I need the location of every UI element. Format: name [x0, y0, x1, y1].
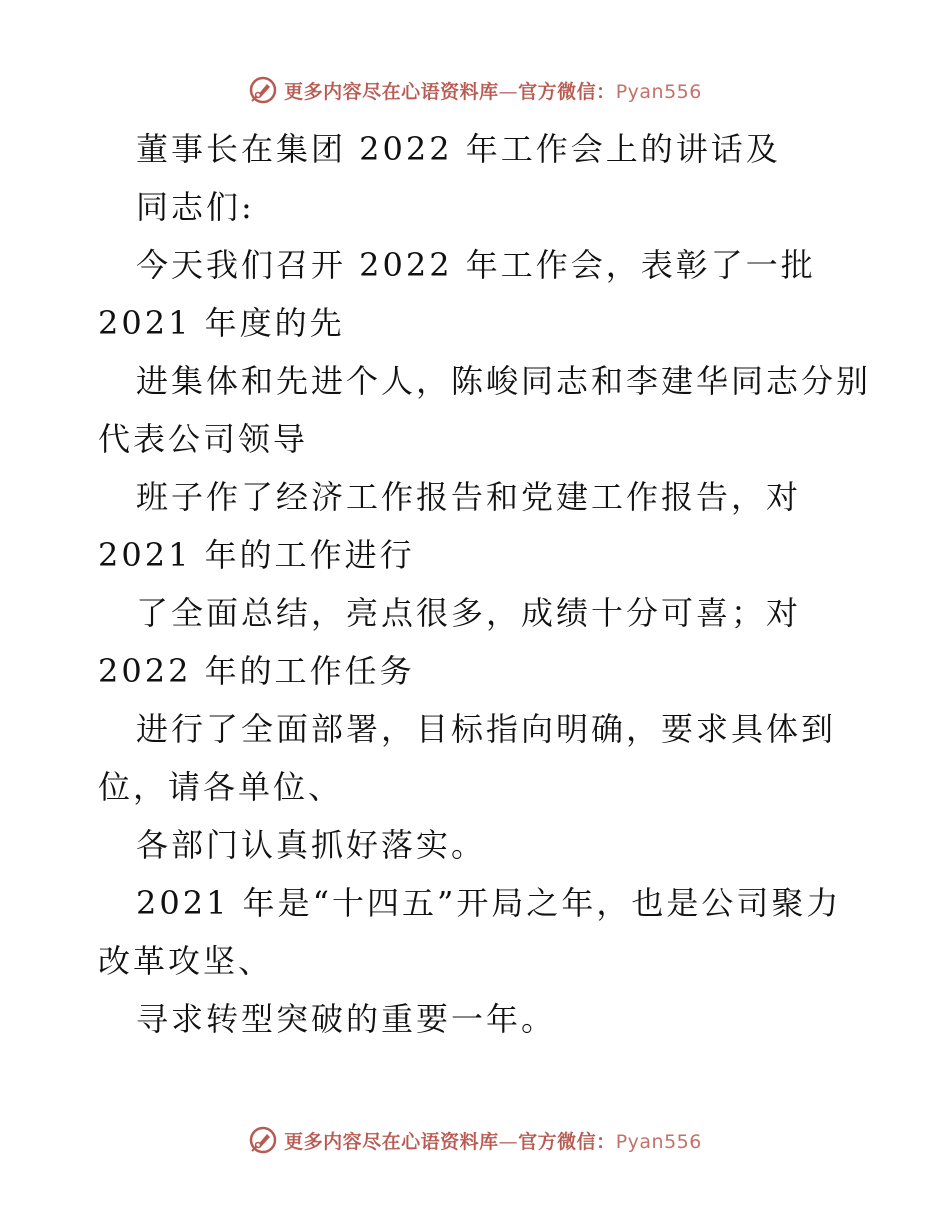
doc-line: 进集体和先进个人，陈峻同志和李建华同志分别 [136, 362, 872, 400]
banner-main-text: 更多内容尽在心语资料库 [284, 80, 499, 103]
pen-nib-icon [248, 1125, 278, 1155]
doc-salutation: 同志们: [136, 188, 255, 226]
doc-line: 2021 年是“十四五”开局之年，也是公司聚力 [136, 884, 842, 922]
doc-line: 今天我们召开 2022 年工作会，表彰了一批 [136, 246, 816, 284]
header-watermark-banner [0, 72, 950, 108]
doc-line: 位，请各单位、 [98, 768, 344, 806]
banner-wechat-account: Pyan556 [615, 80, 702, 103]
doc-line: 寻求转型突破的重要一年。 [136, 1000, 557, 1038]
doc-line: 班子作了经济工作报告和党建工作报告，对 [136, 478, 802, 516]
pen-nib-icon [248, 75, 278, 105]
banner-wechat-label: 官方微信： [518, 80, 616, 103]
doc-line: 代表公司领导 [98, 420, 309, 458]
doc-line: 2021 年的工作进行 [98, 536, 415, 574]
doc-line: 2022 年的工作任务 [98, 652, 415, 690]
document-body [98, 120, 872, 1048]
footer-watermark-banner [0, 1122, 950, 1158]
banner-wechat-label: 官方微信： [518, 1130, 616, 1153]
doc-line: 各部门认真抓好落实。 [136, 826, 487, 864]
banner-separator: — [498, 1130, 519, 1153]
doc-title: 董事长在集团 2022 年工作会上的讲话及 [136, 130, 781, 168]
doc-line: 改革攻坚、 [98, 942, 274, 980]
banner-wechat-account: Pyan556 [615, 1130, 702, 1153]
banner-main-text: 更多内容尽在心语资料库 [284, 1130, 499, 1153]
banner-separator: — [498, 80, 519, 103]
doc-line: 了全面总结，亮点很多，成绩十分可喜；对 [136, 594, 802, 632]
doc-line: 2021 年度的先 [98, 304, 345, 342]
doc-line: 进行了全面部署，目标指向明确，要求具体到 [136, 710, 837, 748]
